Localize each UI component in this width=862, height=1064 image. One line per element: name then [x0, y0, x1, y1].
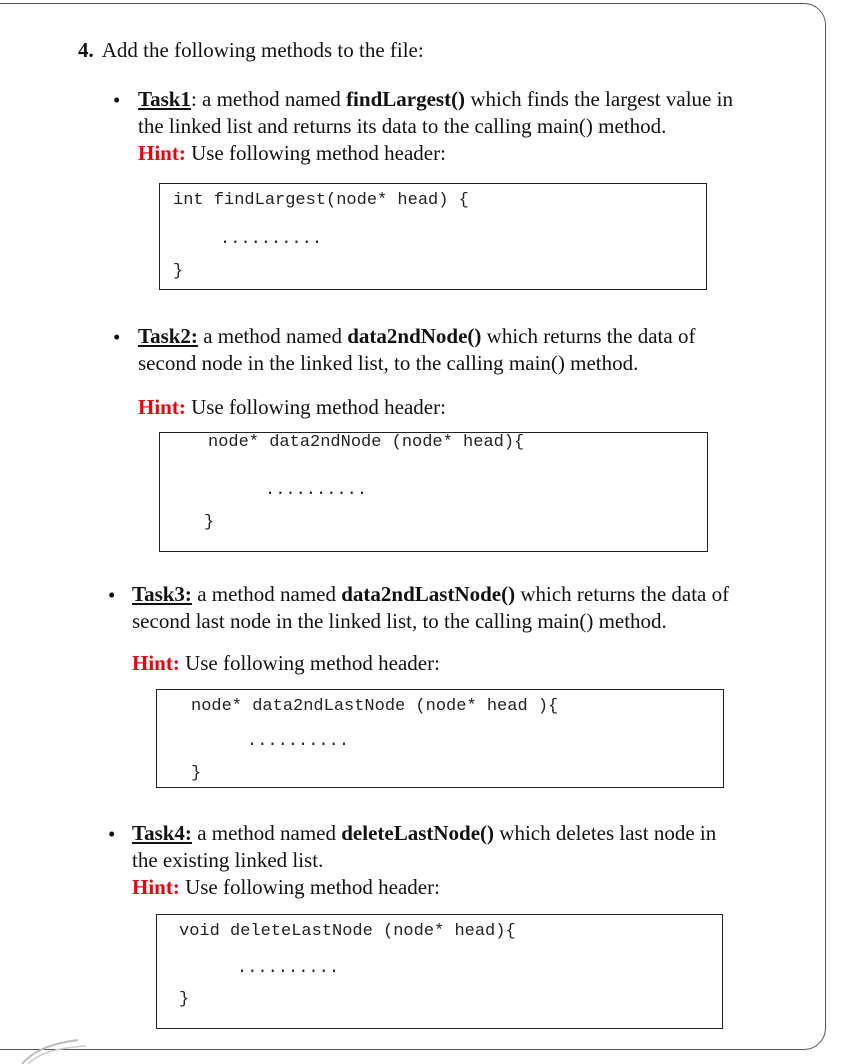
task4-hint-label: Hint: [132, 875, 180, 899]
task2-hint-label: Hint: [138, 395, 186, 419]
task3-code-close: } [191, 764, 202, 783]
task3-intro: a method named [191, 582, 342, 606]
task3-code-dots: .......... [247, 732, 350, 751]
task3-label: Task3: [132, 582, 192, 606]
task2-hint [138, 394, 446, 421]
task4-hint [132, 874, 716, 901]
task3-description [132, 581, 729, 635]
task3-code-box [156, 689, 724, 788]
task1-hint-label: Hint: [138, 141, 186, 165]
task3-hint [132, 650, 440, 677]
task1-line2: the linked list and returns its data to the calling main() method. [138, 114, 667, 138]
task1-hint-text: Use following method header: [185, 141, 446, 165]
task3-hint-label: Hint: [132, 651, 180, 675]
task1-description [138, 86, 733, 167]
task1-intro: : a method named [190, 87, 347, 111]
task4-code-close: } [179, 990, 190, 1009]
task3-hint-text: Use following method header: [179, 651, 440, 675]
task2-method-name: data2ndNode() [347, 324, 482, 348]
task2-intro: a method named [197, 324, 348, 348]
question-heading [78, 36, 424, 64]
question-number: 4. [78, 38, 94, 62]
task4-line1-rest: which deletes last node in [494, 821, 717, 845]
task2-description [138, 323, 695, 377]
decorative-swoosh-icon [20, 1030, 90, 1064]
task1-line1-rest: which finds the largest value in [465, 87, 733, 111]
task4-code-header: void deleteLastNode (node* head){ [179, 922, 516, 941]
task1-label: Task1 [138, 87, 191, 111]
task1-code-close: } [173, 262, 184, 281]
task1-line1 [138, 86, 733, 113]
task4-label: Task4: [132, 821, 192, 845]
task3-method-name: data2ndLastNode() [341, 582, 516, 606]
task2-code-dots: .......... [265, 481, 368, 500]
task2-hint-text: Use following method header: [185, 395, 446, 419]
task2-line1 [138, 323, 695, 350]
task3-line1 [132, 581, 729, 608]
bullet-marker: • [108, 583, 116, 607]
task4-line1 [132, 820, 716, 847]
task3-line2: second last node in the linked list, to the calling main() method. [132, 609, 667, 633]
task1-code-box [159, 183, 707, 290]
task1-hint [138, 140, 733, 167]
task4-line2: the existing linked list. [132, 848, 324, 872]
bullet-marker: • [113, 88, 121, 112]
task4-code-dots: .......... [237, 959, 340, 978]
task2-code-close: } [204, 513, 215, 532]
task1-code-header: int findLargest(node* head) { [173, 191, 469, 210]
task2-code-header: node* data2ndNode (node* head){ [208, 433, 525, 452]
task1-method-name: findLargest() [346, 87, 466, 111]
task4-intro: a method named [191, 821, 342, 845]
task3-code-header: node* data2ndLastNode (node* head ){ [191, 697, 559, 716]
task2-line2: second node in the linked list, to the calling main() method. [138, 351, 639, 375]
task4-hint-text: Use following method header: [179, 875, 440, 899]
bullet-marker: • [108, 822, 116, 846]
question-text: Add the following methods to the file: [101, 38, 424, 62]
task4-code-box [156, 914, 723, 1029]
task1-code-dots: .......... [220, 230, 323, 249]
task2-line1-rest: which returns the data of [481, 324, 696, 348]
task4-method-name: deleteLastNode() [341, 821, 495, 845]
task4-description [132, 820, 716, 901]
task2-code-box [159, 432, 708, 552]
task2-label: Task2: [138, 324, 198, 348]
bullet-marker: • [113, 325, 121, 349]
task3-line1-rest: which returns the data of [515, 582, 730, 606]
